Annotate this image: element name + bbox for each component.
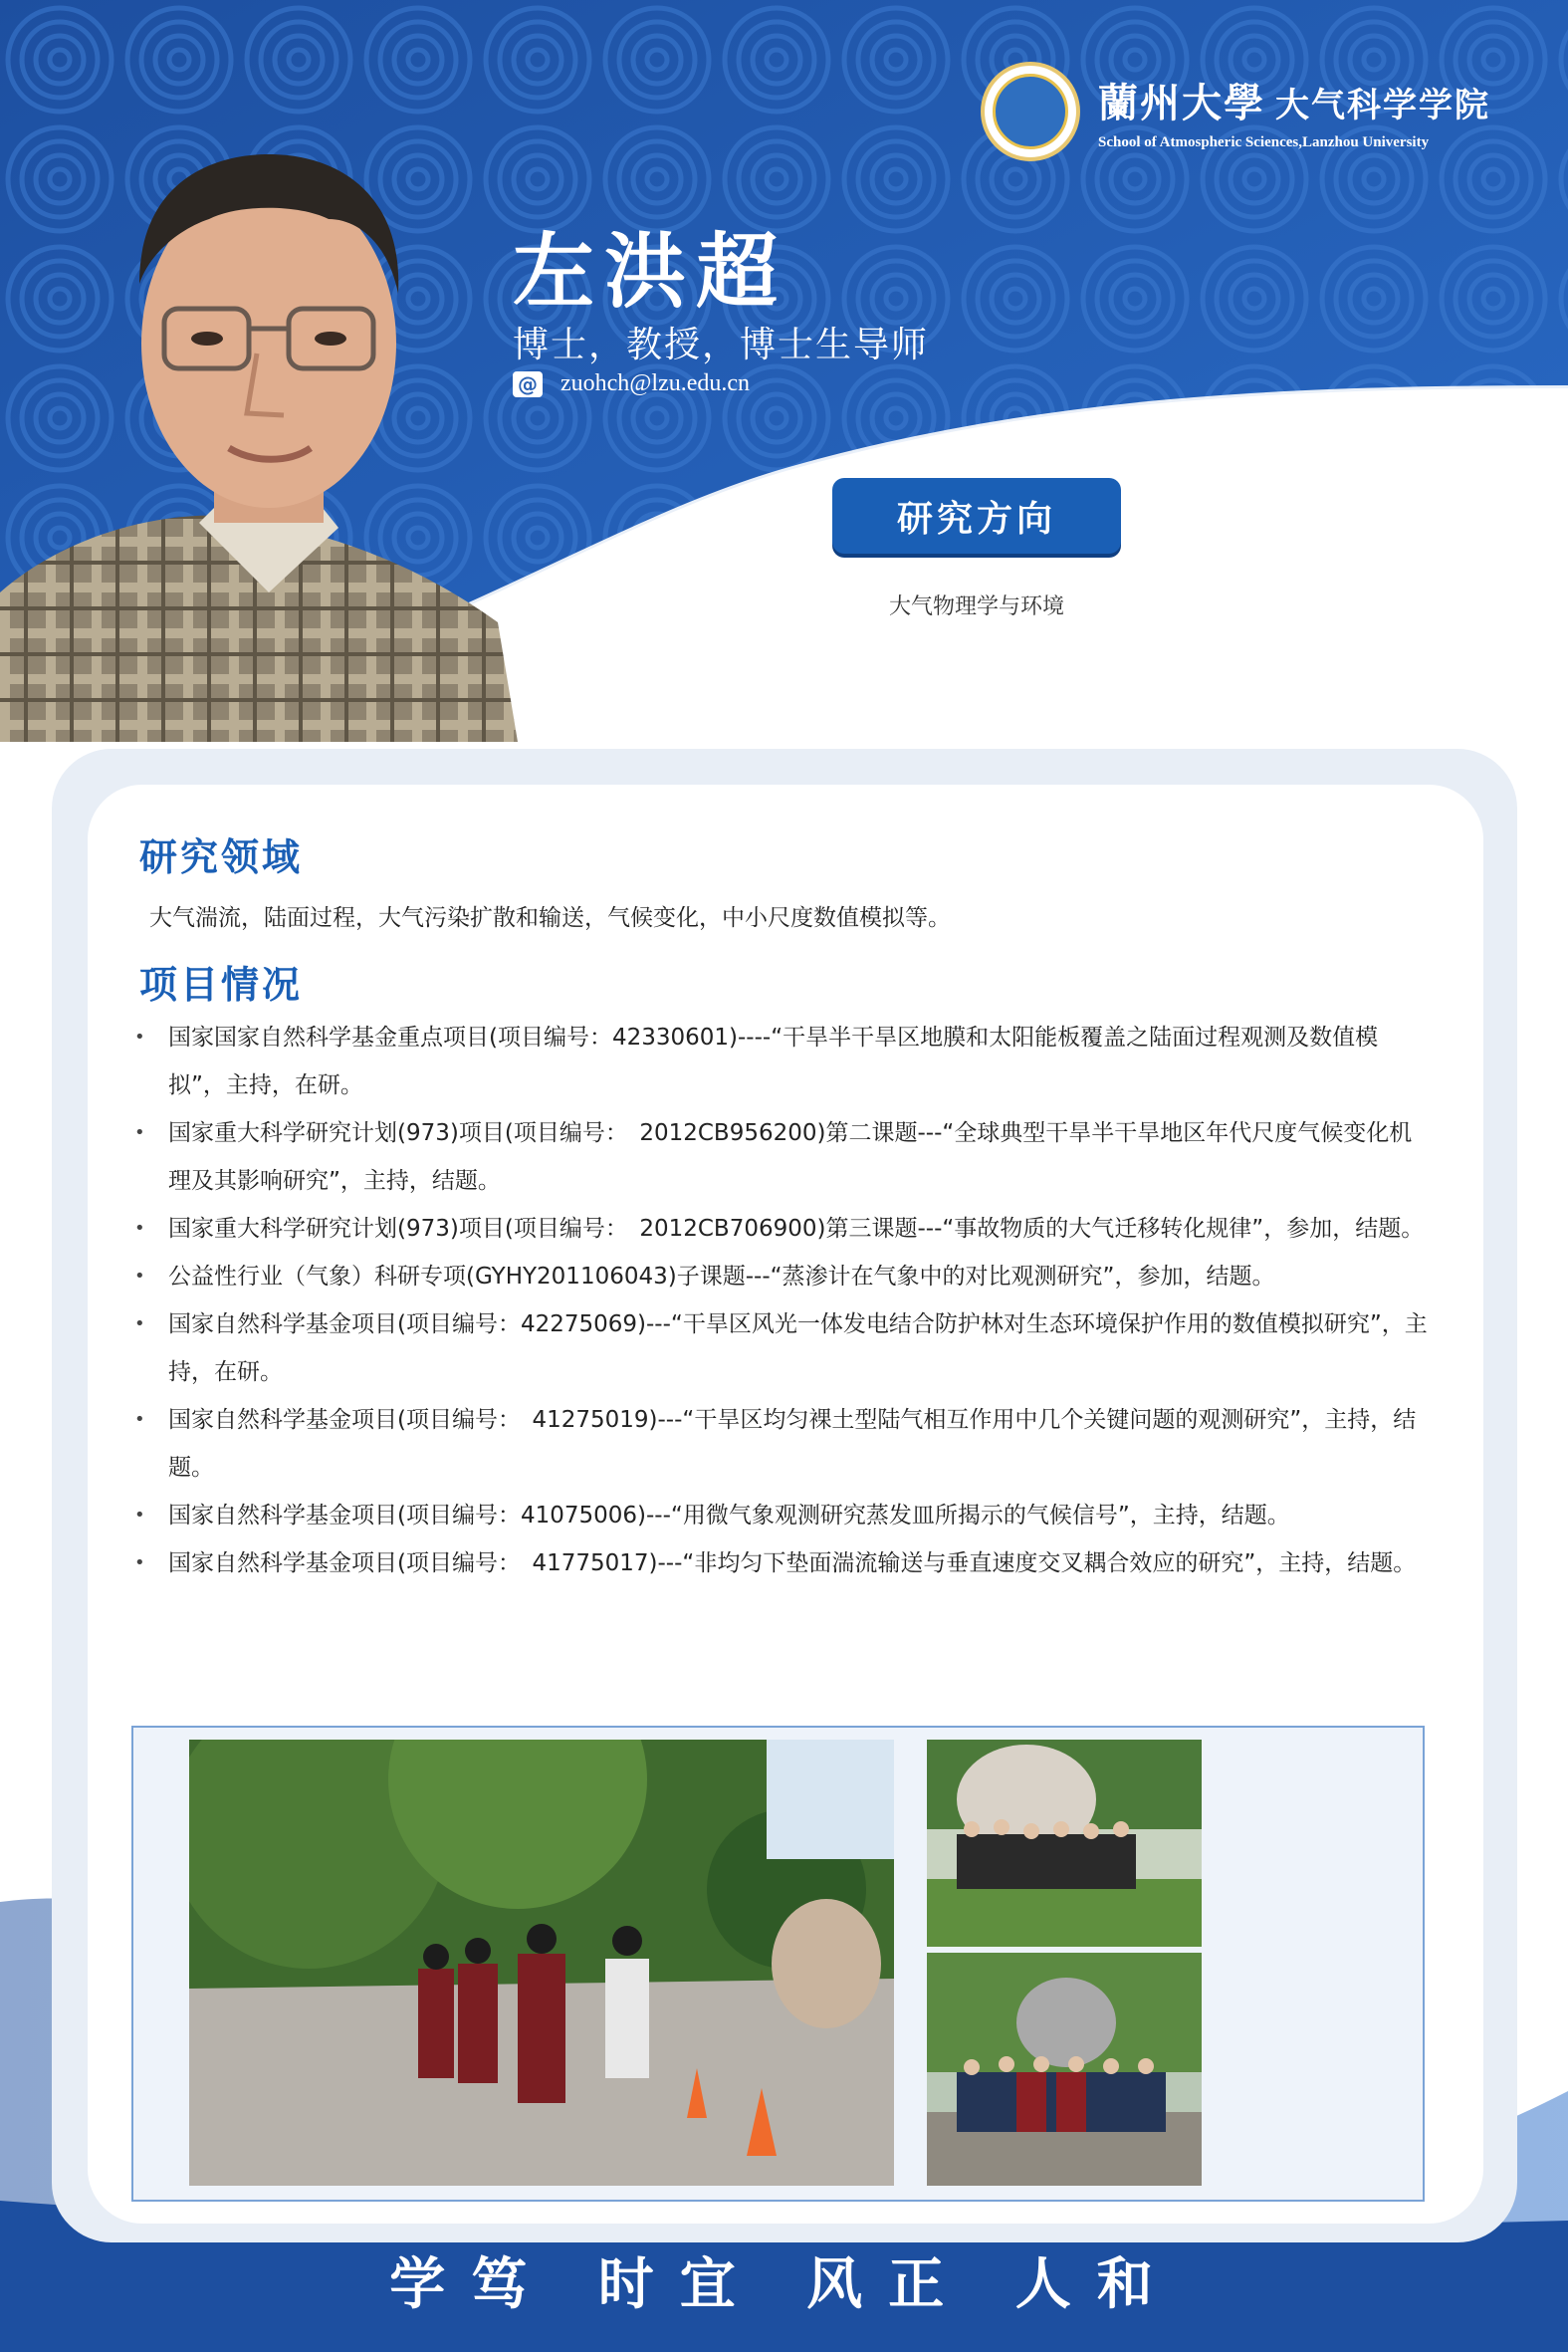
university-name: 蘭州大學 — [1098, 80, 1265, 126]
list-item: • 国家重大科学研究计划(973)项目(项目编号： 2012CB706900)第三课题---“事故物质的大气迁移转化规律”，参加，结题。 — [134, 1205, 1429, 1253]
group-photo-rock — [927, 1740, 1202, 1947]
photo-gallery — [131, 1726, 1425, 2202]
list-item: • 国家自然科学基金项目(项目编号：42275069)---“干旱区风光一体发电结合防护林对生态环境保护作用的数值模拟研究”，主持，在研。 — [134, 1300, 1429, 1396]
person-titles: 博士，教授，博士生导师 — [513, 325, 930, 365]
school-name-english: School of Atmospheric Sciences,Lanzhou University — [1098, 134, 1430, 150]
research-direction-badge: 研究方向 — [832, 478, 1121, 554]
graduation-walk-photo — [189, 1740, 894, 2186]
group-photo-sculpture — [927, 1953, 1202, 2186]
list-item: • 国家重大科学研究计划(973)项目(项目编号： 2012CB956200)第二课题---“全球典型干旱半干旱地区年代尺度气候变化机理及其影响研究”，主持，结题。 — [134, 1109, 1429, 1205]
research-field-text: 大气湍流，陆面过程，大气污染扩散和输送，气候变化，中小尺度数值模拟等。 — [149, 905, 951, 931]
university-seal-icon — [981, 62, 1080, 161]
university-logo — [981, 62, 1490, 161]
email-icon: @ — [513, 371, 543, 397]
email-row — [513, 370, 750, 397]
list-item: • 国家自然科学基金项目(项目编号：41075006)---“用微气象观测研究蒸发皿所揭示的气候信号”，主持，结题。 — [134, 1492, 1429, 1539]
email-address[interactable]: zuohch@lzu.edu.cn — [560, 370, 751, 396]
list-item: • 国家自然科学基金项目(项目编号： 41275019)---“干旱区均匀裸土型陆气相互作用中几个关键问题的观测研究”，主持，结题。 — [134, 1396, 1429, 1492]
research-field-heading: 研究领域 — [139, 835, 304, 879]
projects-list — [134, 1014, 1429, 1587]
research-direction-text: 大气物理学与环境 — [888, 594, 1064, 619]
list-item: • 公益性行业（气象）科研专项(GYHY201106043)子课题---“蒸渗计在气象中的对比观测研究”，参加，结题。 — [134, 1253, 1429, 1300]
projects-heading: 项目情况 — [139, 963, 304, 1007]
school-name: 大气科学学院 — [1275, 86, 1490, 125]
portrait-photo — [0, 124, 518, 742]
footer-motto: 学笃 时宜 风正 人和 — [389, 2251, 1179, 2317]
list-item: • 国家国家自然科学基金重点项目(项目编号：42330601)----“干旱半干旱区地膜和太阳能板覆盖之陆面过程观测及数值模拟”，主持，在研。 — [134, 1014, 1429, 1109]
list-item: • 国家自然科学基金项目(项目编号： 41775017)---“非均匀下垫面湍流输送与垂直速度交叉耦合效应的研究”，主持，结题。 — [134, 1539, 1429, 1587]
person-name: 左洪超 — [513, 225, 788, 320]
